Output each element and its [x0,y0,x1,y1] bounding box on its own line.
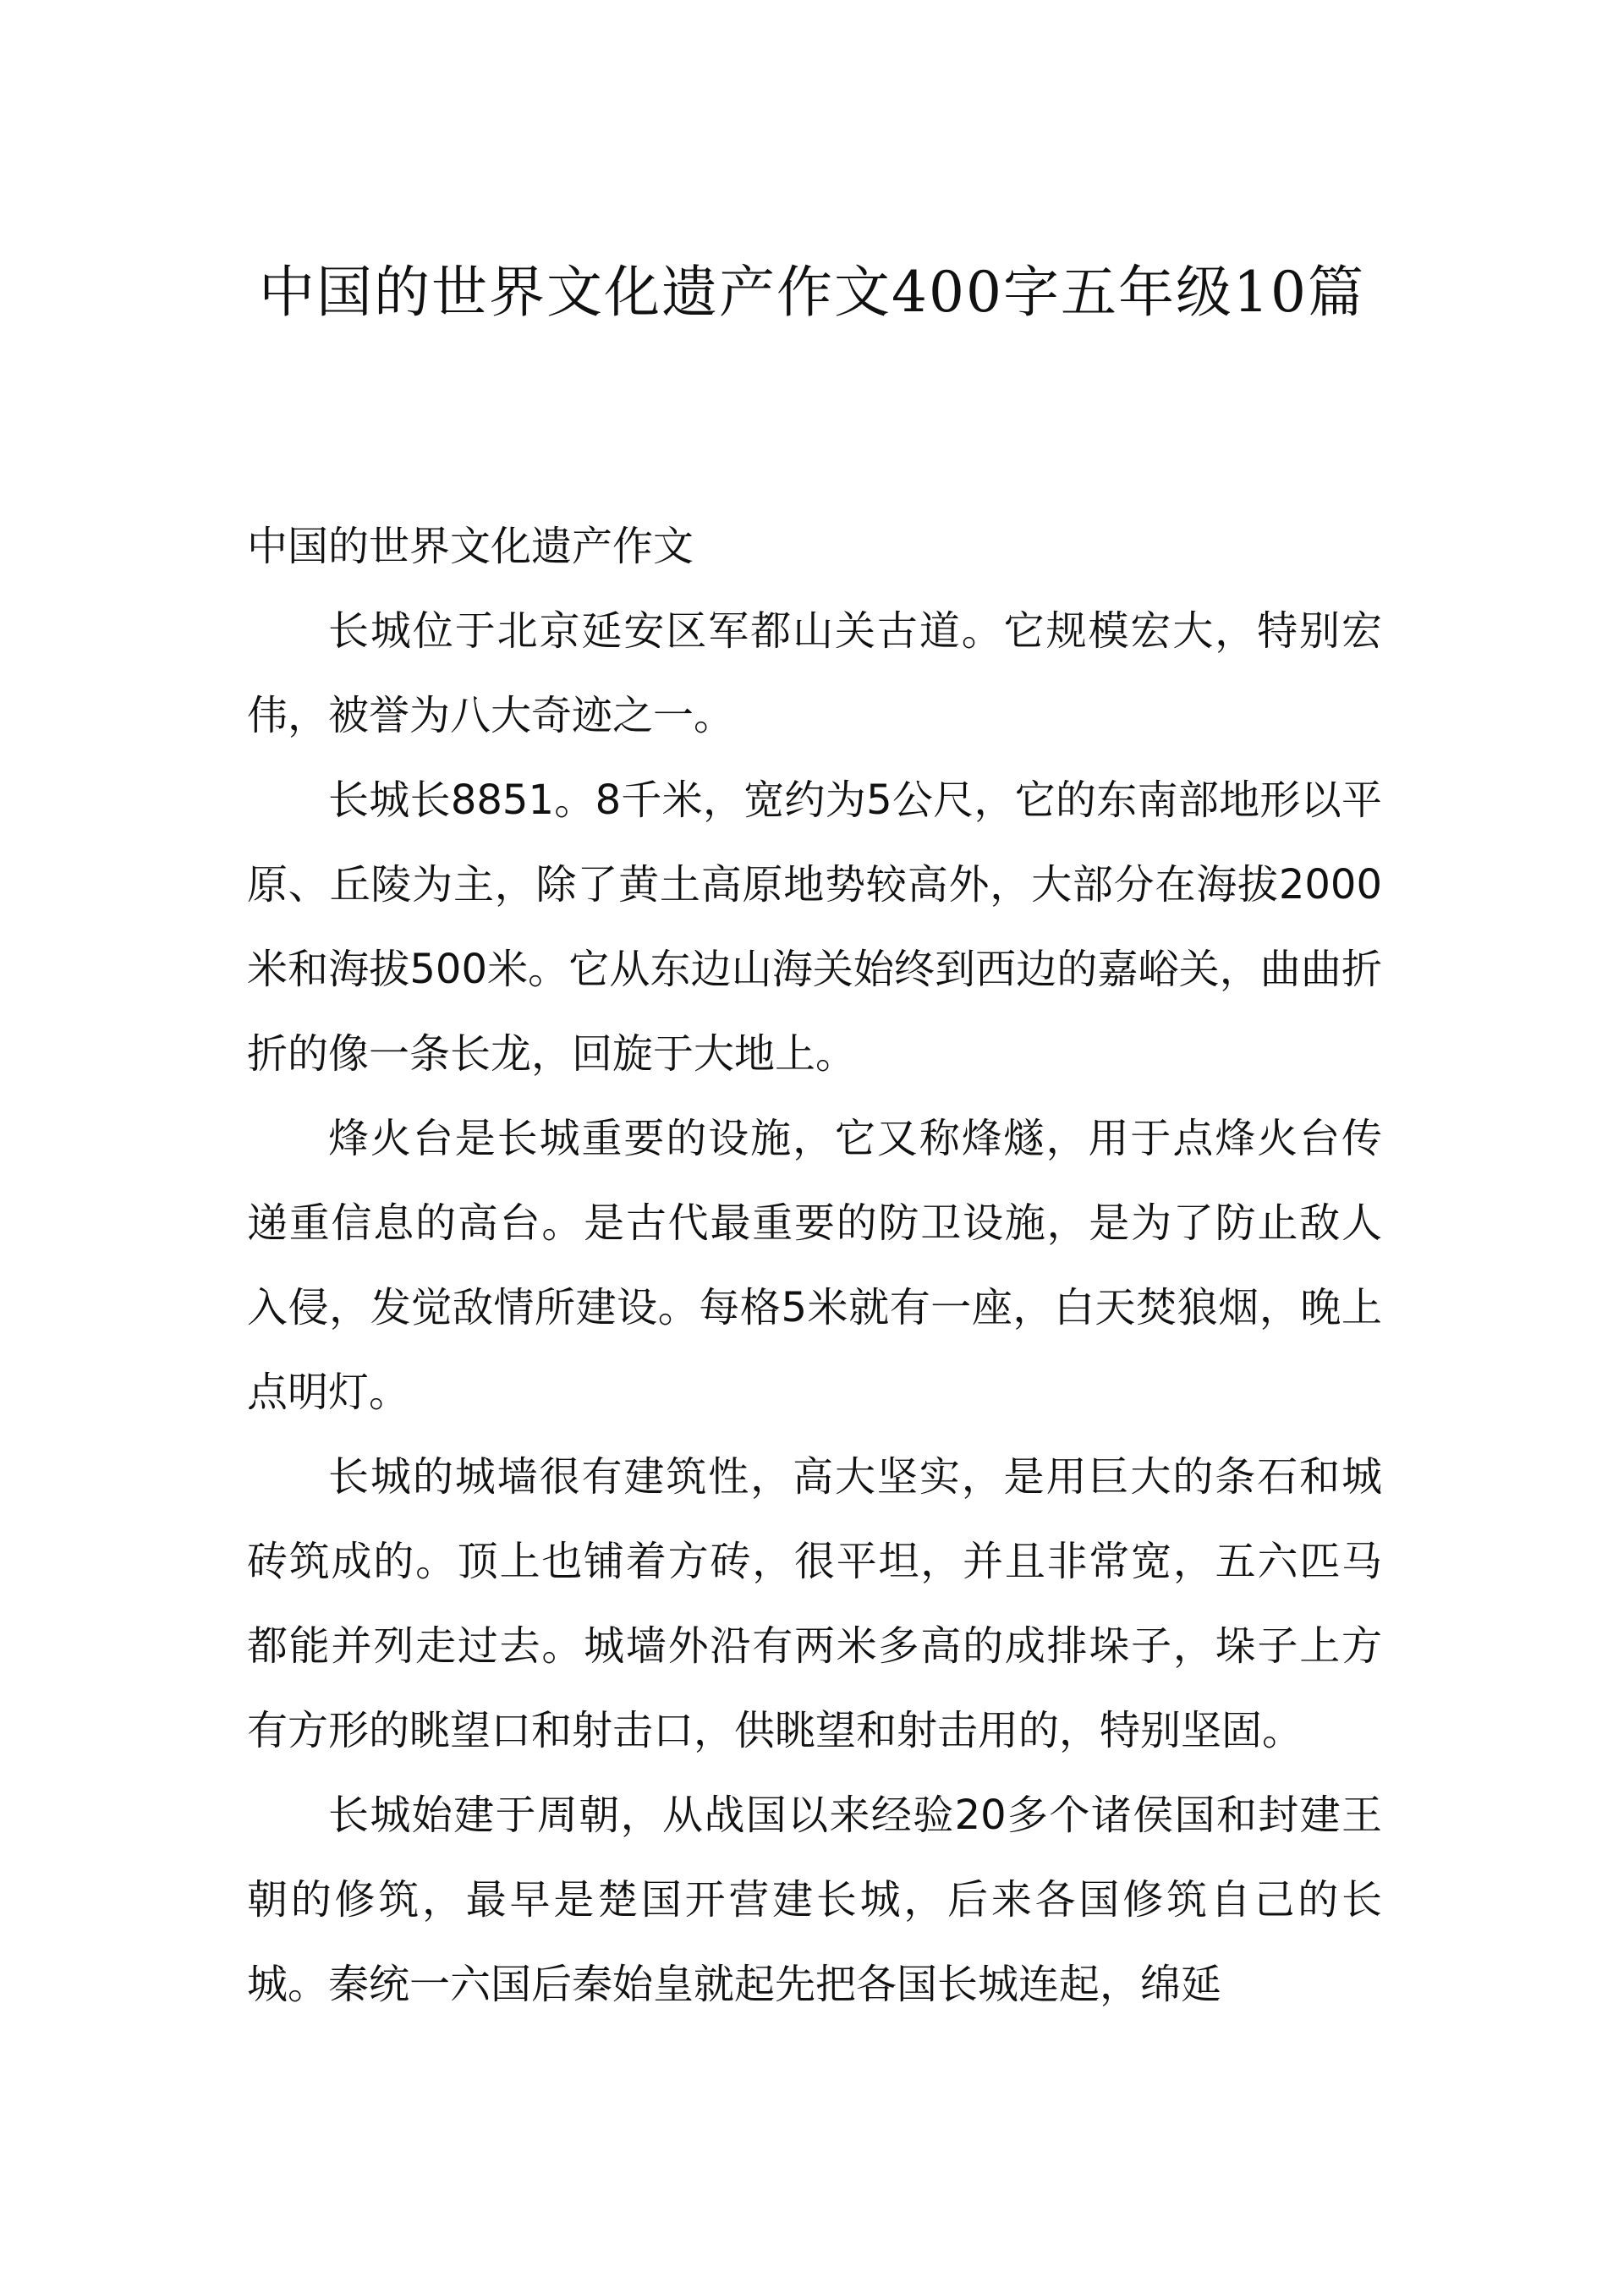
document-title: 中国的世界文化遗产作文400字五年级10篇 [259,260,1365,325]
paragraph: 长城长8851。8千米，宽约为5公尺，它的东南部地形以平原、丘陵为主，除了黄土高原地势较高外，大部分在海拔2000米和海拔500米。它从东边山海关始终到西边的嘉峪关，曲曲折折的像一条长龙，回旋于大地上。 [247,777,1382,1078]
paragraph: 烽火台是长城重要的设施，它又称烽燧，用于点烽火台传递重信息的高台。是古代最重要的防卫设施，是为了防止敌人入侵，发觉敌情所建设。每格5米就有一座，白天焚狼烟，晚上点明灯。 [247,1115,1382,1416]
document-subtitle: 中国的世界文化遗产作文 [247,523,694,570]
paragraph: 长城位于北京延安区军都山关古道。它规模宏大，特别宏伟，被誉为八大奇迹之一。 [247,607,1382,739]
paragraph: 长城的城墙很有建筑性，高大坚实，是用巨大的条石和城砖筑成的。顶上也铺着方砖，很平坦，并且非常宽，五六匹马都能并列走过去。城墙外沿有两米多高的成排垛子，垛子上方有方形的眺望口和射击口，供眺望和射击用的，特别坚固。 [247,1453,1382,1754]
paragraph: 长城始建于周朝，从战国以来经验20多个诸侯国和封建王朝的修筑，最早是楚国开营建长城，后来各国修筑自己的长城。秦统一六国后秦始皇就起先把各国长城连起，绵延 [247,1792,1382,2008]
document-body [247,504,1382,2027]
